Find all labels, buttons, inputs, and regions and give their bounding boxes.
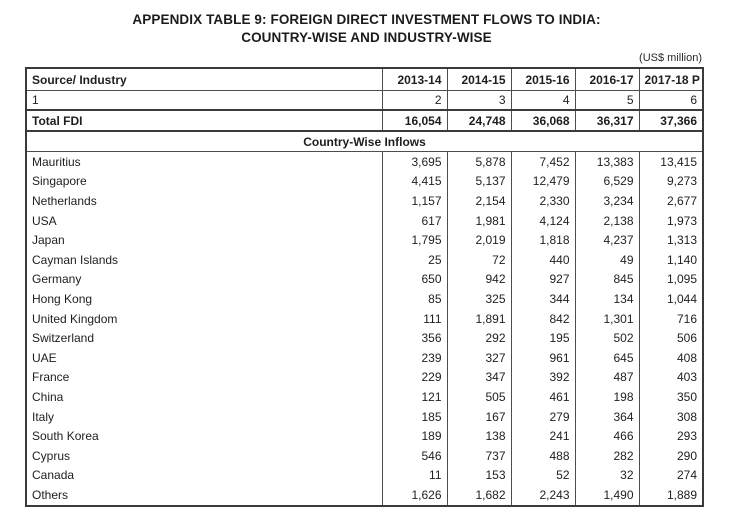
column-numbering-row — [26, 91, 703, 111]
table-row — [26, 446, 703, 466]
country-name: Switzerland — [32, 331, 95, 346]
table-row — [26, 485, 703, 506]
value-cell: 189 — [382, 426, 447, 446]
unit-note: (US$ million) — [639, 52, 702, 64]
table-row — [26, 387, 703, 407]
value-cell: 279 — [511, 407, 575, 427]
value-cell: 153 — [447, 466, 511, 486]
value-cell: 5,878 — [447, 152, 511, 172]
table-row — [26, 466, 703, 486]
column-header-year: 2016-17 — [575, 68, 639, 91]
country-name: Japan — [32, 233, 65, 248]
value-cell: 1,313 — [639, 230, 703, 250]
value-cell: 13,415 — [639, 152, 703, 172]
value-cell: 942 — [447, 270, 511, 290]
column-number-cell: 3 — [447, 91, 511, 111]
value-cell: 167 — [447, 407, 511, 427]
value-cell: 502 — [575, 328, 639, 348]
value-cell: 325 — [447, 289, 511, 309]
value-cell: 1,157 — [382, 191, 447, 211]
value-cell: 2,154 — [447, 191, 511, 211]
value-cell: 72 — [447, 250, 511, 270]
country-name: Mauritius — [32, 154, 81, 169]
value-cell: 290 — [639, 446, 703, 466]
value-cell: 7,452 — [511, 152, 575, 172]
value-cell: 645 — [575, 348, 639, 368]
country-name: United Kingdom — [32, 311, 118, 326]
value-cell: 842 — [511, 309, 575, 329]
value-cell: 5,137 — [447, 172, 511, 192]
value-cell: 650 — [382, 270, 447, 290]
value-cell: 327 — [447, 348, 511, 368]
value-cell: 1,891 — [447, 309, 511, 329]
country-name: South Korea — [32, 429, 99, 444]
column-header-source-industry: Source/ Industry — [26, 68, 382, 91]
value-cell: 293 — [639, 426, 703, 446]
value-cell: 505 — [447, 387, 511, 407]
table-row — [26, 191, 703, 211]
value-cell: 408 — [639, 348, 703, 368]
value-cell: 344 — [511, 289, 575, 309]
value-cell: 229 — [382, 368, 447, 388]
total-fdi-value: 16,054 — [382, 110, 447, 131]
column-header-year: 2014-15 — [447, 68, 511, 91]
value-cell: 1,140 — [639, 250, 703, 270]
column-number-cell: 5 — [575, 91, 639, 111]
section-header: Country-Wise Inflows — [26, 131, 703, 152]
value-cell: 3,695 — [382, 152, 447, 172]
column-header-year: 2013-14 — [382, 68, 447, 91]
section-header-row — [26, 131, 703, 152]
total-fdi-value: 36,317 — [575, 110, 639, 131]
header-row — [26, 68, 703, 91]
value-cell: 927 — [511, 270, 575, 290]
value-cell: 198 — [575, 387, 639, 407]
value-cell: 9,273 — [639, 172, 703, 192]
value-cell: 1,044 — [639, 289, 703, 309]
column-number-cell: 6 — [639, 91, 703, 111]
table-row — [26, 270, 703, 290]
value-cell: 2,330 — [511, 191, 575, 211]
value-cell: 282 — [575, 446, 639, 466]
value-cell: 1,626 — [382, 485, 447, 506]
value-cell: 488 — [511, 446, 575, 466]
country-name: Canada — [32, 468, 75, 483]
table-row — [26, 348, 703, 368]
country-name: Germany — [32, 272, 82, 287]
column-header-year: 2017-18 P — [639, 68, 703, 91]
value-cell: 292 — [447, 328, 511, 348]
value-cell: 85 — [382, 289, 447, 309]
value-cell: 1,301 — [575, 309, 639, 329]
country-name: Others — [32, 487, 69, 502]
value-cell: 617 — [382, 211, 447, 231]
value-cell: 195 — [511, 328, 575, 348]
total-fdi-value: 24,748 — [447, 110, 511, 131]
value-cell: 403 — [639, 368, 703, 388]
country-name: Cyprus — [32, 448, 71, 463]
value-cell: 506 — [639, 328, 703, 348]
value-cell: 4,124 — [511, 211, 575, 231]
table-row — [26, 426, 703, 446]
country-name: France — [32, 370, 70, 385]
column-header-year: 2015-16 — [511, 68, 575, 91]
country-name: USA — [32, 213, 57, 228]
value-cell: 716 — [639, 309, 703, 329]
value-cell: 466 — [575, 426, 639, 446]
value-cell: 392 — [511, 368, 575, 388]
value-cell: 121 — [382, 387, 447, 407]
value-cell: 11 — [382, 466, 447, 486]
value-cell: 1,973 — [639, 211, 703, 231]
title-line-1: APPENDIX TABLE 9: FOREIGN DIRECT INVESTMENT FLOWS TO INDIA: — [132, 12, 601, 27]
table-title — [0, 11, 733, 47]
table-row — [26, 172, 703, 192]
value-cell: 1,981 — [447, 211, 511, 231]
value-cell: 487 — [575, 368, 639, 388]
value-cell: 25 — [382, 250, 447, 270]
value-cell: 2,677 — [639, 191, 703, 211]
table-row — [26, 289, 703, 309]
value-cell: 308 — [639, 407, 703, 427]
value-cell: 1,889 — [639, 485, 703, 506]
title-line-2: COUNTRY-WISE AND INDUSTRY-WISE — [241, 30, 492, 45]
value-cell: 3,234 — [575, 191, 639, 211]
value-cell: 1,490 — [575, 485, 639, 506]
value-cell: 461 — [511, 387, 575, 407]
country-name: Singapore — [32, 174, 87, 189]
value-cell: 546 — [382, 446, 447, 466]
value-cell: 13,383 — [575, 152, 639, 172]
value-cell: 4,415 — [382, 172, 447, 192]
total-fdi-label: Total FDI — [26, 110, 382, 131]
table-row — [26, 407, 703, 427]
table-row — [26, 309, 703, 329]
value-cell: 2,019 — [447, 230, 511, 250]
column-number-cell: 2 — [382, 91, 447, 111]
value-cell: 49 — [575, 250, 639, 270]
value-cell: 239 — [382, 348, 447, 368]
value-cell: 2,243 — [511, 485, 575, 506]
value-cell: 2,138 — [575, 211, 639, 231]
value-cell: 4,237 — [575, 230, 639, 250]
value-cell: 356 — [382, 328, 447, 348]
value-cell: 961 — [511, 348, 575, 368]
value-cell: 274 — [639, 466, 703, 486]
total-fdi-value: 36,068 — [511, 110, 575, 131]
value-cell: 440 — [511, 250, 575, 270]
country-name: Italy — [32, 409, 55, 424]
value-cell: 1,795 — [382, 230, 447, 250]
value-cell: 52 — [511, 466, 575, 486]
value-cell: 1,682 — [447, 485, 511, 506]
value-cell: 138 — [447, 426, 511, 446]
value-cell: 364 — [575, 407, 639, 427]
value-cell: 185 — [382, 407, 447, 427]
country-name: Cayman Islands — [32, 252, 119, 267]
column-number-cell: 1 — [26, 91, 382, 111]
value-cell: 347 — [447, 368, 511, 388]
column-number-cell: 4 — [511, 91, 575, 111]
value-cell: 12,479 — [511, 172, 575, 192]
value-cell: 32 — [575, 466, 639, 486]
value-cell: 6,529 — [575, 172, 639, 192]
value-cell: 737 — [447, 446, 511, 466]
value-cell: 134 — [575, 289, 639, 309]
table-row — [26, 152, 703, 172]
table-row — [26, 230, 703, 250]
fdi-table — [25, 67, 704, 507]
table-row — [26, 211, 703, 231]
country-name: Netherlands — [32, 193, 97, 208]
value-cell: 1,818 — [511, 230, 575, 250]
value-cell: 1,095 — [639, 270, 703, 290]
total-fdi-row — [26, 110, 703, 131]
total-fdi-value: 37,366 — [639, 110, 703, 131]
value-cell: 845 — [575, 270, 639, 290]
value-cell: 350 — [639, 387, 703, 407]
table-row — [26, 368, 703, 388]
table-row — [26, 328, 703, 348]
country-name: China — [32, 389, 64, 404]
value-cell: 111 — [382, 309, 447, 329]
table-row — [26, 250, 703, 270]
value-cell: 241 — [511, 426, 575, 446]
country-name: UAE — [32, 350, 57, 365]
country-name: Hong Kong — [32, 291, 93, 306]
